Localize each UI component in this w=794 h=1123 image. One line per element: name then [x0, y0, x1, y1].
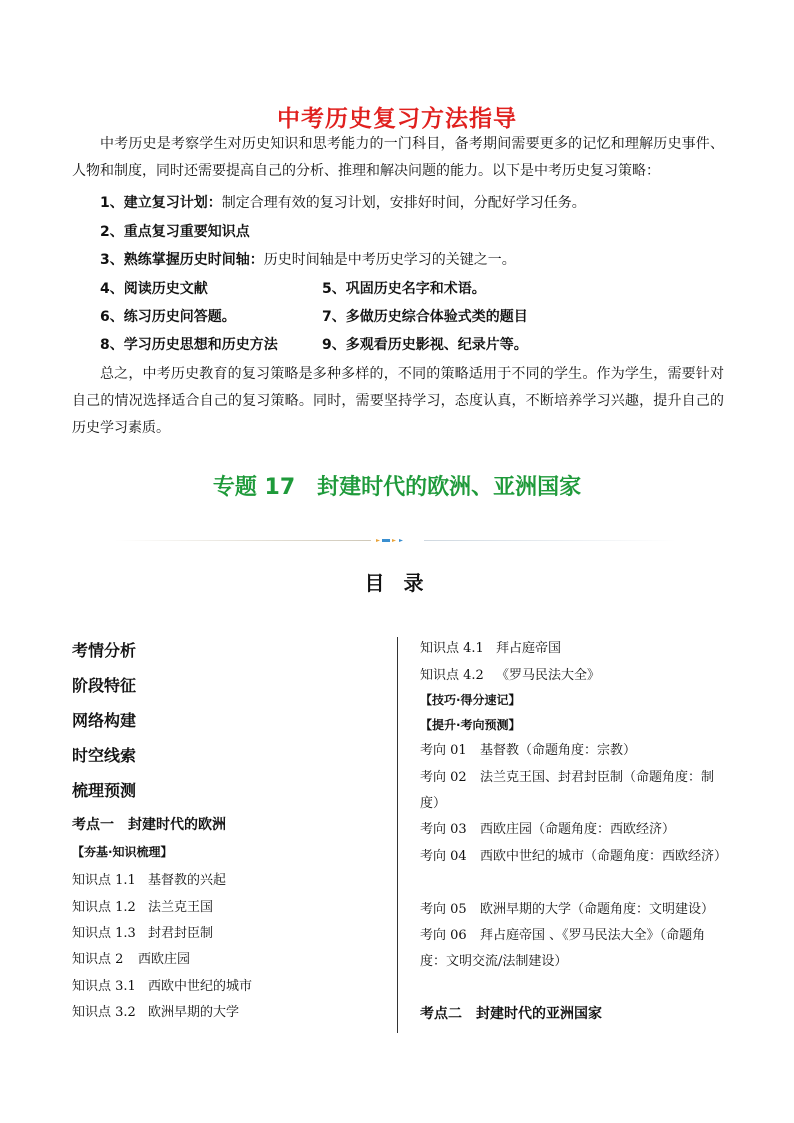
- strategy-3-text: 历史时间轴是中考历史学习的关键之一。: [263, 252, 516, 268]
- entry-key: 知识点 3.1: [72, 979, 136, 994]
- direction-value: 基督教（命题角度：宗教）: [480, 743, 637, 758]
- entry-key: 知识点 2: [72, 952, 124, 967]
- toc-entry[interactable]: [72, 1001, 239, 1020]
- entry-value: 基督教的兴起: [148, 873, 227, 888]
- direction-key: 考向 03: [420, 822, 467, 837]
- entry-key: 知识点 4.2: [420, 668, 484, 683]
- strategy-2: [100, 222, 250, 242]
- strategy-5-text: 5、巩固历史名字和术语。: [322, 281, 486, 297]
- toc-section-features[interactable]: 阶段特征: [72, 676, 137, 695]
- toc-point-2[interactable]: 考点二 封建时代的亚洲国家: [420, 1006, 602, 1022]
- direction-value: 欧洲早期的大学（命题角度：文明建设）: [480, 902, 715, 917]
- toc-foundation-label: 【夯基·知识梳理】: [72, 845, 173, 859]
- toc-direction[interactable]: [420, 844, 730, 870]
- strategy-7-text: 7、多做历史综合体验式类的题目: [322, 309, 528, 325]
- toc-section-timeline[interactable]: 时空线索: [72, 746, 137, 765]
- entry-value: 封君封臣制: [148, 926, 214, 941]
- direction-key: 考向 01: [420, 743, 467, 758]
- entry-value: 法兰克王国: [148, 900, 214, 915]
- strategy-3-title: 3、熟练掌握历史时间轴：: [100, 252, 264, 268]
- topic-title: 专题 17 封建时代的欧洲、亚洲国家: [212, 475, 582, 500]
- strategy-2-text: 2、重点复习重要知识点: [100, 224, 250, 240]
- toc-direction[interactable]: [420, 923, 730, 975]
- toc-skill-label: 【技巧·得分速记】: [420, 693, 521, 707]
- direction-key: 考向 05: [420, 902, 467, 917]
- strategy-9: [322, 335, 528, 355]
- toc-entry[interactable]: [420, 637, 561, 656]
- entry-value: 西欧中世纪的城市: [148, 979, 253, 994]
- toc-title: 目 录: [364, 571, 430, 595]
- toc-section-network[interactable]: 网络构建: [72, 711, 137, 730]
- strategy-9-text: 9、多观看历史影视、纪录片等。: [322, 337, 528, 353]
- strategy-1-title: 1、建立复习计划：: [100, 195, 222, 211]
- guide-summary: 总之，中考历史教育的复习策略是多种多样的，不同的策略适用于不同的学生。作为学生，需要针对自己的情况选择适合自己的复习策略。同时，需要坚持学习，态度认真，不断培养学习兴趣，提升自己的历史学习素质。: [72, 366, 724, 436]
- direction-value: 西欧中世纪的城市（命题角度：西欧经济）: [480, 849, 728, 864]
- strategy-7: [322, 307, 528, 327]
- entry-key: 知识点 3.2: [72, 1005, 136, 1020]
- toc-section-analysis[interactable]: 考情分析: [72, 641, 137, 660]
- column-divider: [397, 637, 398, 1033]
- ornament-icon: [372, 536, 424, 545]
- toc-entry[interactable]: [72, 975, 252, 994]
- divider-right: [424, 540, 676, 541]
- entry-key: 知识点 1.3: [72, 926, 136, 941]
- direction-value: 法兰克王国、封君封臣制（命题角度：制度）: [420, 770, 715, 811]
- toc-predict-label: 【提升·考向预测】: [420, 718, 521, 732]
- toc-point-1[interactable]: 考点一 封建时代的欧洲: [72, 817, 226, 833]
- entry-value: 拜占庭帝国: [496, 641, 562, 656]
- divider-left: [115, 540, 371, 541]
- strategy-5: [322, 279, 486, 299]
- toc-entry[interactable]: [72, 869, 226, 888]
- entry-key: 知识点 4.1: [420, 641, 484, 656]
- strategy-6: [100, 307, 236, 327]
- direction-value: 拜占庭帝国 、《罗马民法大全》（命题角度：文明交流/法制建设）: [420, 928, 706, 969]
- strategy-4-text: 4、阅读历史文献: [100, 281, 208, 297]
- direction-value: 西欧庄园（命题角度：西欧经济）: [480, 822, 676, 837]
- toc-entry[interactable]: [72, 948, 190, 967]
- strategy-1: [100, 193, 586, 213]
- toc-direction[interactable]: [420, 817, 730, 843]
- direction-key: 考向 06: [420, 928, 467, 943]
- toc-entry[interactable]: [72, 922, 213, 941]
- strategy-3: [100, 250, 516, 270]
- strategy-8: [100, 335, 278, 355]
- entry-key: 知识点 1.2: [72, 900, 136, 915]
- toc-section-prediction[interactable]: 梳理预测: [72, 781, 137, 800]
- toc-entry[interactable]: [72, 896, 213, 915]
- strategy-4: [100, 279, 208, 299]
- entry-value: 《罗马民法大全》: [496, 668, 601, 683]
- entry-key: 知识点 1.1: [72, 873, 136, 888]
- direction-key: 考向 02: [420, 770, 467, 785]
- entry-value: 西欧庄园: [138, 952, 191, 967]
- strategy-1-text: 制定合理有效的复习计划，安排好时间，分配好学习任务。: [221, 195, 586, 211]
- guide-title: 中考历史复习方法指导: [277, 106, 517, 132]
- direction-key: 考向 04: [420, 849, 467, 864]
- toc-direction[interactable]: [420, 738, 730, 764]
- toc-entry[interactable]: [420, 664, 600, 683]
- toc-direction[interactable]: [420, 897, 730, 923]
- guide-intro: 中考历史是考察学生对历史知识和思考能力的一门科目，备考期间需要更多的记忆和理解历史事件、人物和制度，同时还需要提高自己的分析、推理和解决问题的能力。以下是中考历史复习策略：: [72, 136, 724, 179]
- strategy-8-text: 8、学习历史思想和历史方法: [100, 337, 278, 353]
- entry-value: 欧洲早期的大学: [148, 1005, 240, 1020]
- strategy-6-text: 6、练习历史问答题。: [100, 309, 236, 325]
- toc-direction[interactable]: [420, 765, 730, 817]
